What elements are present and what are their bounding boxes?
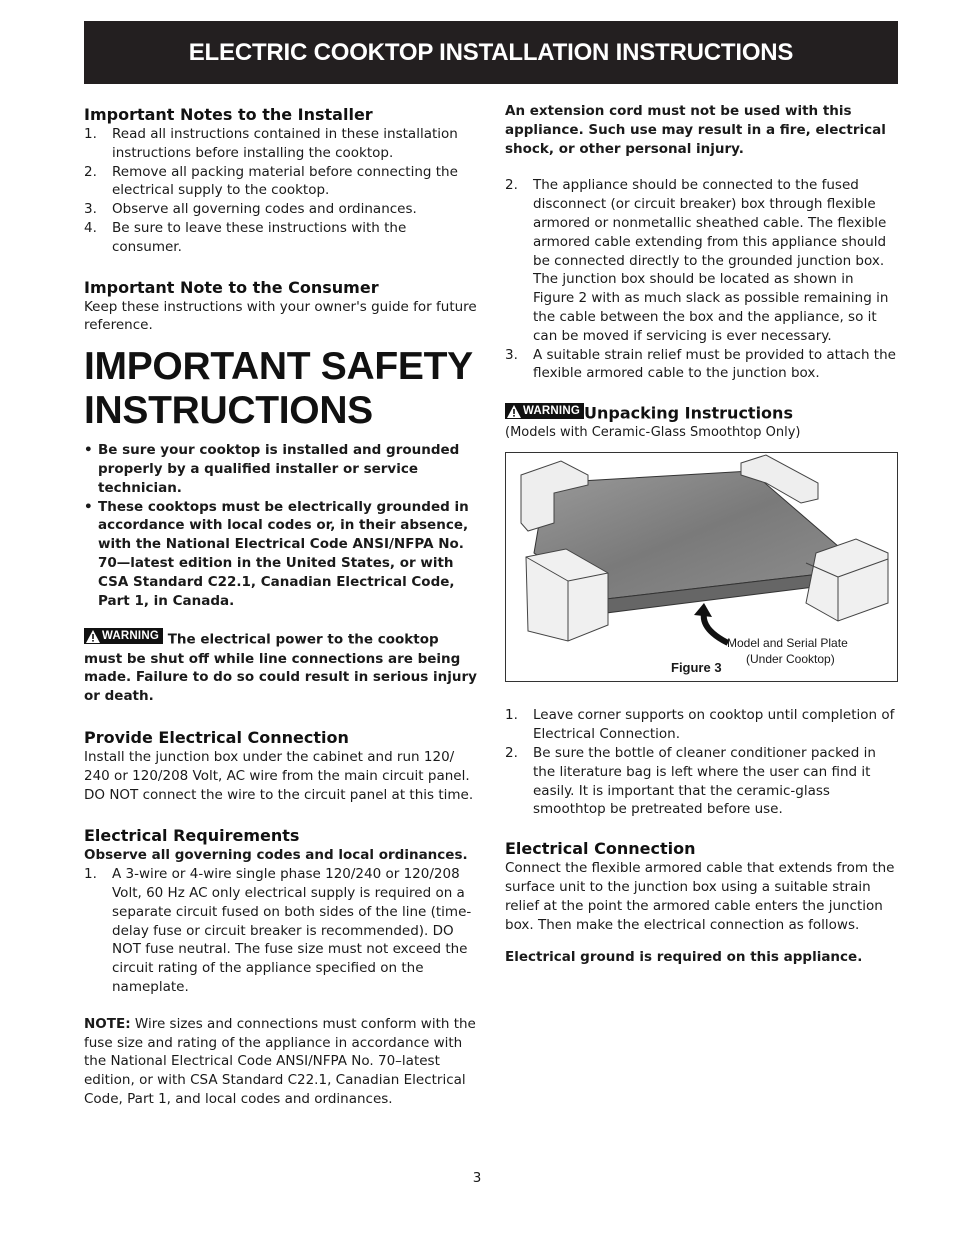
item-text: Read all instructions contained in these installation instructions before installing the cooktop. (112, 126, 458, 161)
unpacking-subtitle: (Models with Ceramic-Glass Smoothtop Only) (505, 424, 801, 440)
list-item (84, 865, 480, 997)
provide-heading: Provide Electrical Connection (84, 728, 349, 748)
unpacking-heading-row (505, 403, 899, 424)
warning-label: WARNING (523, 405, 580, 418)
item-text: Be sure to leave these instructions with the consumer. (112, 219, 407, 255)
safety-bullets (84, 441, 480, 610)
safety-title (84, 345, 480, 433)
installer-heading: Important Notes to the Installer (84, 105, 373, 124)
left-column (84, 100, 480, 1109)
connection-heading: Electrical Connection (505, 839, 696, 859)
item-text: Observe all governing codes and ordinances. (112, 201, 417, 218)
list-item (84, 219, 480, 257)
right-column (505, 100, 899, 967)
header-banner (84, 21, 898, 84)
list-item (84, 200, 480, 219)
unpacking-list (505, 706, 899, 819)
list-item (84, 163, 480, 201)
note-text: Wire sizes and connections must conform with the fuse size and rating of the appliance in accordance with the National Electrical Code ANSI/NFPA No. 70–latest edition, or with CSA Standard C22.1, Canadian Electrical Code, Part 1, and local codes and ordinances. (84, 1015, 476, 1107)
item-number: 3. (84, 201, 97, 218)
note-paragraph (84, 1015, 480, 1109)
page-title: ELECTRIC COOKTOP INSTALLATION INSTRUCTIONS (188, 38, 794, 66)
requirements-subheading: Observe all governing codes and local ordinances. (84, 847, 468, 864)
item-text: Be sure the bottle of cleaner conditioner packed in the literature bag is left where the user can find it easily. It is important that the ceramic-glass smoothtop be pretreated before use. (533, 745, 876, 818)
list-item (84, 125, 480, 163)
warning-label: WARNING (102, 629, 159, 642)
provide-text: Install the junction box under the cabinet and run 120/ 240 or 120/208 Volt, AC wire from the main circuit panel. DO NOT connect the wire to the circuit panel at this time. (84, 749, 474, 803)
item-number: 1. (84, 866, 97, 883)
list-item (84, 498, 480, 611)
list-item (505, 744, 899, 819)
requirements-list (84, 865, 480, 997)
safety-title-line2: INSTRUCTIONS (84, 389, 373, 433)
bullet: • (84, 442, 93, 459)
item-text: Remove all packing material before connecting the electrical supply to the cooktop. (112, 163, 458, 199)
consumer-heading: Important Note to the Consumer (84, 277, 379, 297)
connection-text: Connect the flexible armored cable that extends from the surface unit to the junction box using a suitable strain relief at the point the armored cable enters the junction box. Then make the electrical connection as follows. (505, 860, 895, 933)
list-item (505, 706, 899, 744)
warning-text: The electrical power to the cooktop must be shut off while line connections are being made. Failure to do so could result in serious injury or death. (84, 631, 477, 705)
item-number: 2. (84, 163, 97, 180)
provide-section (84, 728, 480, 804)
warning-badge (84, 628, 163, 644)
warning-triangle-icon (507, 405, 521, 418)
safety-title-line1: IMPORTANT SAFETY (84, 345, 473, 389)
bullet-text: These cooktops must be electrically grounded in accordance with local codes or, in their absence, with the National Electrical Code ANSI/NFPA No. 70—latest edition in the United States, or with CSA Standard C22.1, Canadian Electrical Code, Part 1, in Canada. (98, 498, 469, 609)
item-text: Leave corner supports on cooktop until completion of Electrical Connection. (533, 707, 895, 743)
item-number: 3. (505, 346, 518, 363)
unpacking-heading: Unpacking Instructions (583, 403, 793, 423)
consumer-section (84, 278, 480, 336)
unpacking-section (505, 403, 899, 819)
list-item (84, 441, 480, 497)
extension-cord-warning: An extension cord must not be used with this appliance. Such use may result in a fire, electrical shock, or other personal injury. (505, 103, 886, 157)
bullet: • (84, 498, 93, 515)
ground-note: Electrical ground is required on this appliance. (505, 949, 863, 966)
bullet-text: Be sure your cooktop is installed and grounded properly by a qualified installer or service technician. (98, 442, 460, 496)
item-number: 1. (84, 126, 97, 142)
figure-3 (505, 452, 898, 682)
consumer-text: Keep these instructions with your owner's guide for future reference. (84, 298, 477, 334)
callout-sublabel: (Under Cooktop) (746, 652, 835, 667)
item-number: 2. (505, 177, 518, 194)
warning-triangle-icon (86, 630, 100, 643)
item-number: 2. (505, 745, 518, 762)
connection-list (505, 176, 899, 383)
list-item (505, 176, 899, 345)
note-label: NOTE: (84, 1015, 131, 1032)
item-number: 4. (84, 219, 97, 236)
callout-label: Model and Serial Plate (727, 636, 848, 651)
power-warning (84, 628, 480, 706)
installer-list (84, 125, 480, 257)
warning-badge (505, 403, 584, 419)
figure-caption: Figure 3 (671, 660, 722, 676)
item-text: The appliance should be connected to the fused disconnect (or circuit breaker) box through flexible armored or nonmetallic sheathed cable. The flexible armored cable extending from this appliance should be connected directly to the grounded junction box. The junction box should be located as shown in Figure 2 with as much slack as possible remaining in the cable between the box and the appliance, so it can be moved if servicing is ever necessary. (533, 177, 889, 344)
installer-section (84, 105, 480, 257)
item-text: A 3-wire or 4-wire single phase 120/240 or 120/208 Volt, 60 Hz AC only electrical supply is required on a separate circuit fused on both sides of the line (time-delay fuse or circuit breaker is recommended). DO NOT fuse neutral. The fuse size must not exceed the circuit rating of the appliance specified on the nameplate. (112, 866, 472, 995)
list-item (505, 346, 899, 384)
page-number: 3 (472, 1170, 482, 1186)
item-text: A suitable strain relief must be provided to attach the flexible armored cable to the junction box. (533, 346, 896, 382)
item-number: 1. (505, 707, 518, 724)
requirements-section (84, 826, 480, 1108)
requirements-heading: Electrical Requirements (84, 826, 300, 846)
connection-section (505, 839, 899, 967)
